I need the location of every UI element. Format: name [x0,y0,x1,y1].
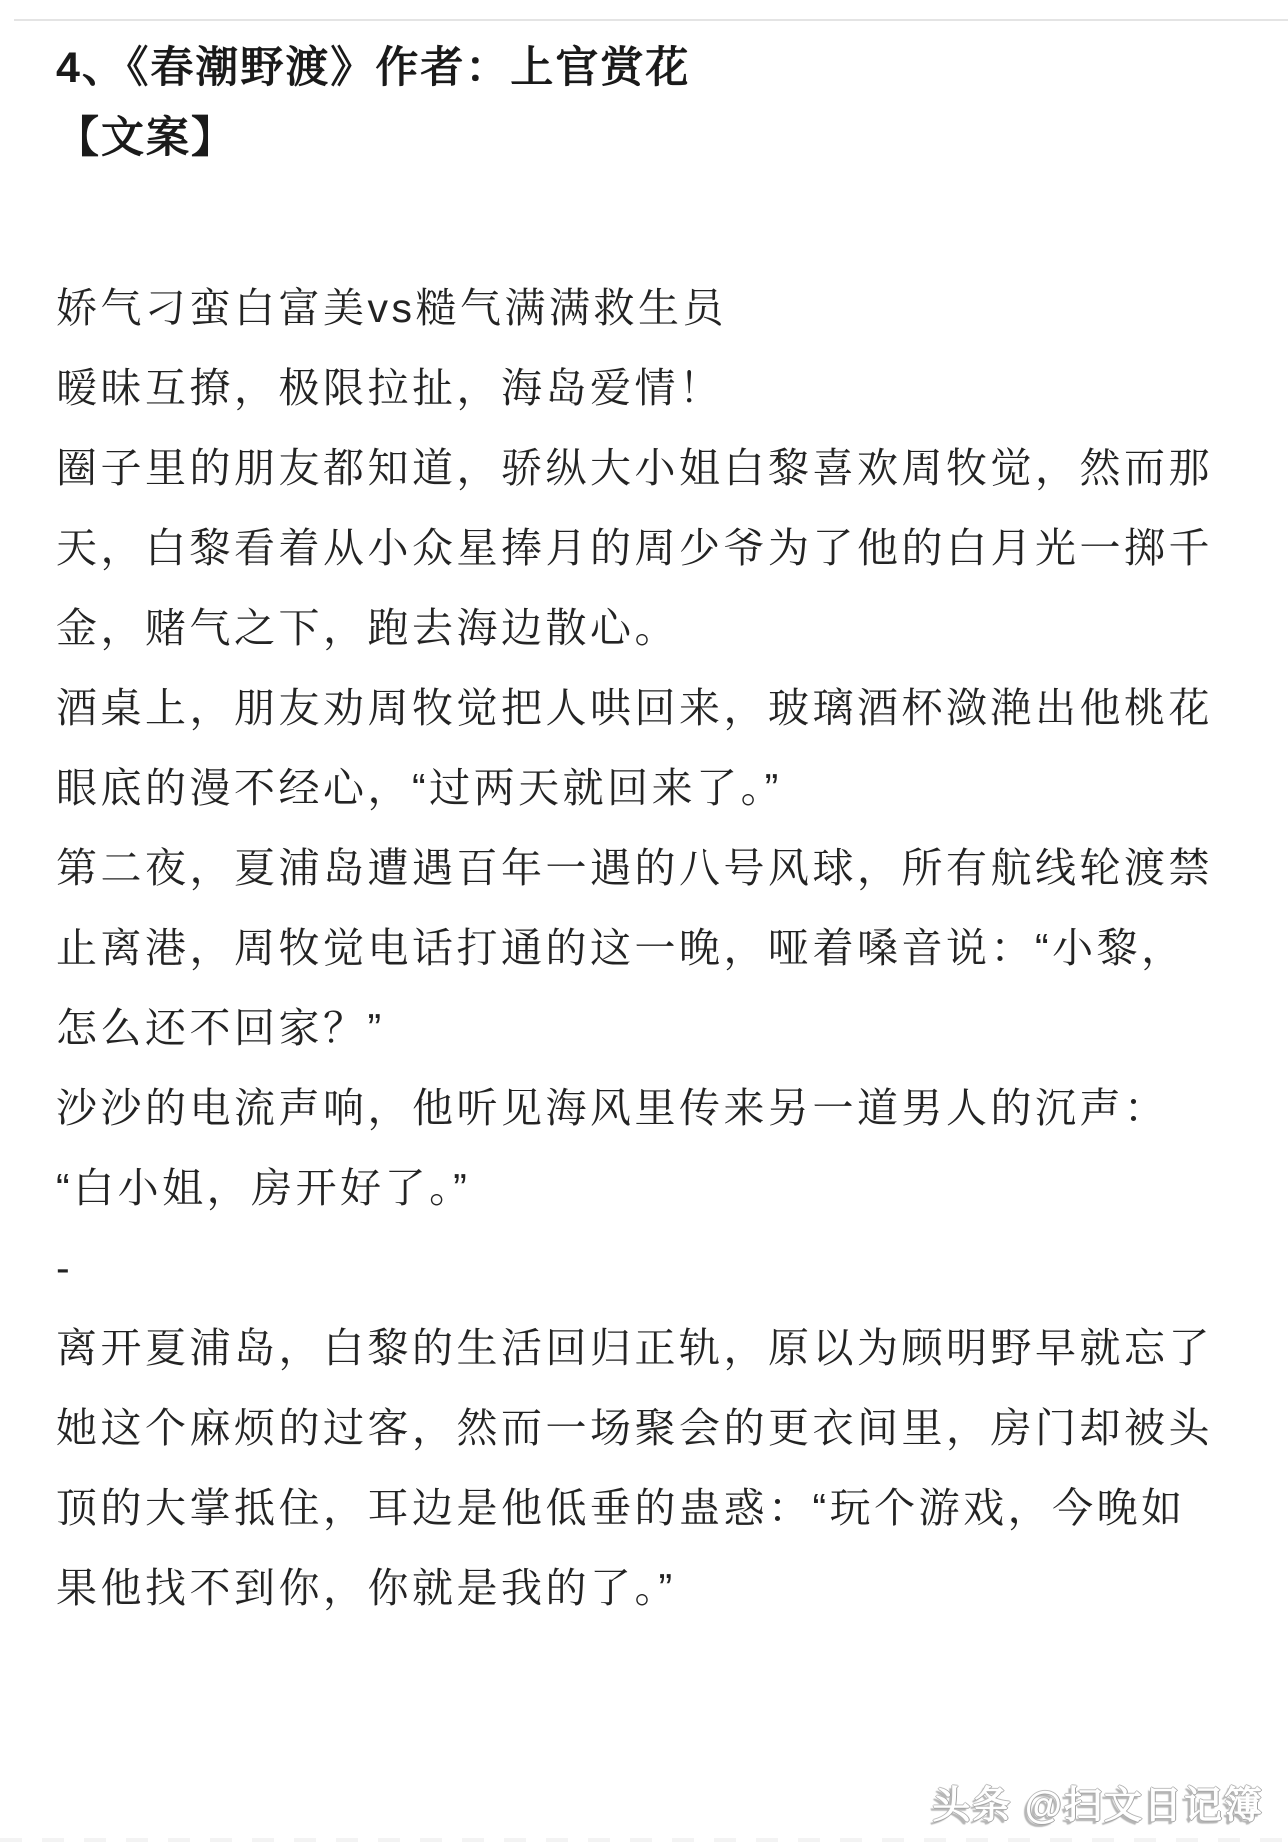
article-content [56,44,1248,1628]
text-line: 酒桌上，朋友劝周牧觉把人哄回来，玻璃酒杯潋滟出他桃花 [56,685,1213,731]
text-line: 第二夜，夏浦岛遭遇百年一遇的八号风球，所有航线轮渡禁 [56,845,1213,891]
bottom-edge-artifact [0,1838,1288,1842]
section-label: 【文案】 [56,114,236,162]
text-line: 怎么还不回家？” [56,1005,385,1051]
text-line: 离开夏浦岛，白黎的生活回归正轨，原以为顾明野早就忘了 [56,1325,1213,1371]
text-line: 眼底的漫不经心，“过两天就回来了。” [56,765,782,811]
text-line: “白小姐，房开好了。” [56,1165,471,1211]
text-line: 金，赌气之下，跑去海边散心。 [56,605,679,651]
text-line: 果他找不到你，你就是我的了。” [56,1565,676,1611]
text-line: 顶的大掌抵住，耳边是他低垂的蛊惑：“玩个游戏，今晚如 [56,1485,1186,1531]
watermark: 头条 @扫文日记簿 [932,1785,1264,1827]
text-line: 天，白黎看着从小众星捧月的周少爷为了他的白月光一掷千 [56,525,1213,571]
text-line: 沙沙的电流声响，他听见海风里传来另一道男人的沉声： [56,1085,1169,1131]
text-line: 圈子里的朋友都知道，骄纵大小姐白黎喜欢周牧觉，然而那 [56,445,1213,491]
text-line: 她这个麻烦的过客，然而一场聚会的更衣间里，房门却被头 [56,1405,1213,1451]
text-line: 止离港，周牧觉电话打通的这一晚，哑着嗓音说：“小黎， [56,925,1186,971]
separator-dash: - [56,1245,74,1291]
article-title: 4、《春潮野渡》作者：上官赏花 [56,44,691,92]
text-line: 暧昧互撩，极限拉扯，海岛爱情！ [56,365,724,411]
top-divider [14,19,1288,21]
article-body [56,268,1248,1628]
text-line: 娇气刁蛮白富美vs糙气满满救生员 [56,285,727,331]
